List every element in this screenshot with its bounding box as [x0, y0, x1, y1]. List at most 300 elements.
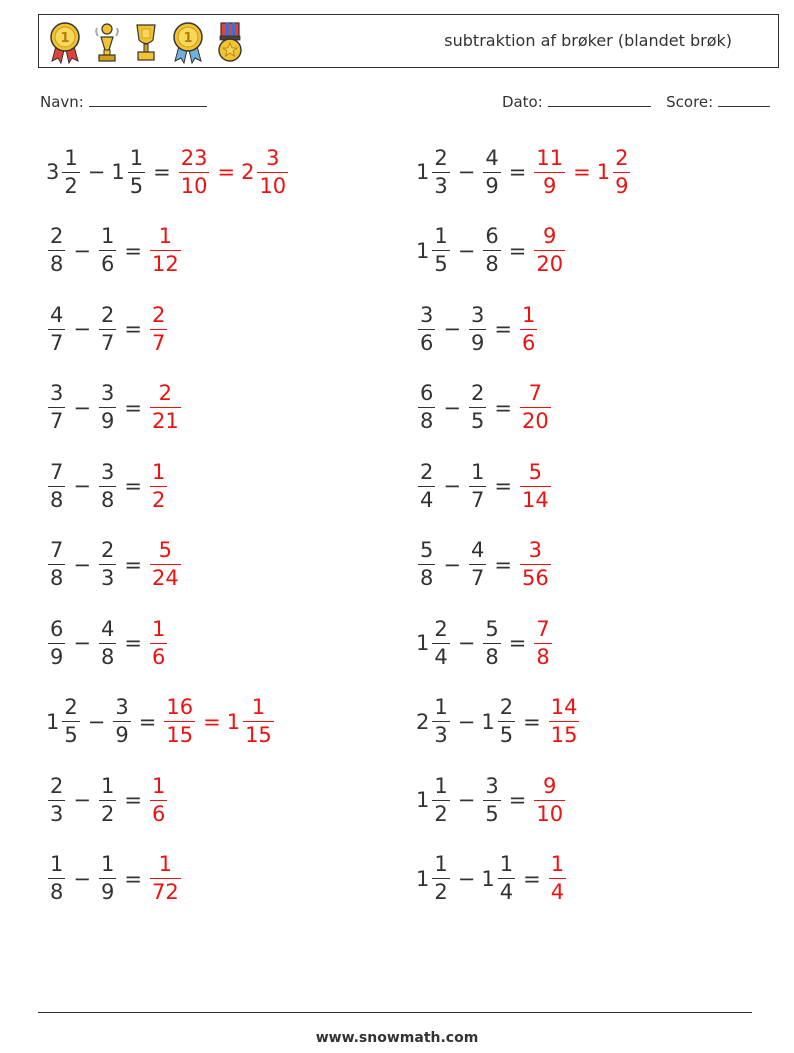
fraction [469, 540, 486, 589]
fraction [48, 540, 65, 589]
fraction [534, 145, 565, 198]
equals-sign: = [508, 788, 527, 812]
subtrahend [467, 540, 488, 589]
problem-3 [46, 219, 183, 283]
answer-fraction [518, 302, 539, 355]
whole-number: 2 [241, 160, 255, 184]
fraction [150, 226, 181, 275]
fraction [418, 302, 435, 355]
minus-sign: − [73, 317, 91, 341]
equals-sign: = [124, 238, 142, 263]
denominator: 8 [420, 566, 434, 590]
numerator: 1 [100, 852, 115, 876]
fraction [469, 302, 486, 355]
fraction [549, 697, 580, 746]
fraction [520, 383, 551, 432]
answer [148, 226, 183, 275]
fraction [549, 854, 566, 903]
denominator: 56 [521, 566, 549, 590]
denominator: 8 [100, 487, 115, 512]
numerator: 1 [434, 773, 448, 798]
numerator: 1 [434, 224, 448, 248]
numerator: 2 [615, 145, 629, 170]
minuend [46, 226, 67, 275]
numerator: 1 [521, 302, 536, 327]
answer [532, 145, 632, 198]
answer-fraction [148, 459, 169, 512]
denominator: 7 [100, 330, 115, 355]
equals-sign: = [494, 552, 512, 577]
subtrahend [481, 697, 517, 746]
answer [518, 459, 553, 512]
problem-11 [46, 533, 183, 597]
minuend [46, 459, 67, 512]
denominator: 9 [115, 723, 129, 747]
answer [532, 616, 553, 669]
fraction [150, 616, 167, 669]
denominator: 9 [485, 173, 499, 198]
whole-number: 1 [416, 866, 430, 891]
whole-number: 1 [226, 709, 241, 734]
minuend [46, 540, 67, 589]
denominator: 8 [50, 880, 64, 904]
problem-5 [46, 297, 169, 361]
denominator: 12 [151, 252, 179, 276]
denominator: 3 [434, 173, 448, 198]
minus-sign: − [73, 788, 91, 812]
problem-6 [416, 297, 539, 361]
numerator: 9 [543, 224, 557, 248]
denominator: 9 [615, 173, 629, 198]
answer [532, 226, 567, 275]
minuend [46, 773, 67, 826]
equals-sign: = [153, 160, 171, 184]
fraction [498, 697, 515, 746]
whole-number: 1 [416, 631, 430, 655]
equals-sign: = [203, 709, 221, 734]
answer-mixed [227, 697, 276, 746]
denominator: 7 [470, 566, 485, 590]
minus-sign: − [73, 474, 91, 498]
denominator: 9 [534, 172, 565, 197]
answer [162, 697, 275, 746]
fraction [48, 302, 65, 355]
numerator: 2 [100, 538, 115, 562]
answer [518, 302, 539, 355]
problem-13 [46, 611, 169, 675]
numerator: 3 [420, 302, 434, 327]
answer [547, 854, 568, 903]
problem-17 [46, 768, 169, 832]
fraction [99, 540, 116, 589]
numerator: 1 [550, 852, 565, 876]
numerator: 1 [64, 145, 78, 170]
minus-sign: − [73, 866, 91, 891]
denominator: 3 [100, 566, 115, 590]
denominator: 6 [100, 252, 115, 276]
numerator: 2 [420, 459, 434, 484]
minus-sign: − [87, 709, 106, 734]
numerator: 3 [485, 773, 499, 798]
denominator: 20 [536, 252, 564, 276]
fraction [150, 383, 181, 432]
minus-sign: − [443, 552, 461, 577]
denominator: 5 [499, 723, 514, 747]
subtrahend [481, 226, 502, 275]
denominator: 5 [485, 801, 499, 826]
denominator: 9 [470, 330, 485, 355]
answer-fraction [162, 697, 197, 746]
fraction [150, 302, 167, 355]
answer-fraction [148, 773, 169, 826]
numerator: 1 [100, 773, 115, 798]
minuend [46, 302, 67, 355]
answer-fraction [547, 854, 568, 903]
denominator: 7 [50, 409, 64, 433]
problem-8 [416, 376, 553, 440]
fraction [534, 616, 551, 669]
denominator: 5 [434, 252, 448, 276]
problem-2 [416, 140, 632, 204]
subtrahend [97, 459, 118, 512]
minuend [46, 697, 82, 746]
numerator: 2 [499, 695, 514, 719]
numerator: 1 [158, 852, 173, 876]
numerator: 3 [100, 459, 115, 484]
minuend [416, 226, 452, 275]
fraction [469, 383, 486, 432]
denominator: 5 [129, 173, 144, 198]
numerator: 2 [50, 224, 64, 248]
fraction [99, 302, 116, 355]
denominator: 2 [151, 487, 166, 512]
minuend [416, 145, 452, 198]
minus-sign: − [73, 238, 91, 263]
answer-fraction [148, 302, 169, 355]
equals-sign: = [494, 474, 512, 498]
numerator: 3 [115, 695, 129, 719]
score-label: Score: [666, 93, 714, 111]
problem-19 [46, 847, 183, 911]
denominator: 3 [50, 801, 64, 826]
answer-fraction [148, 854, 183, 903]
minus-sign: − [443, 317, 461, 341]
subtrahend [111, 145, 147, 198]
numerator: 2 [50, 773, 64, 798]
equals-sign: = [508, 238, 527, 263]
problem-7 [46, 376, 183, 440]
minuend [416, 697, 452, 746]
footer-url[interactable]: www.snowmath.com [315, 1030, 479, 1046]
fraction [418, 540, 435, 589]
subtrahend [97, 773, 118, 826]
denominator: 4 [550, 880, 565, 904]
numerator: 1 [434, 852, 448, 876]
denominator: 4 [434, 644, 448, 669]
denominator: 6 [420, 330, 434, 355]
subtrahend [97, 383, 118, 432]
equals-sign: = [508, 160, 527, 184]
fraction [48, 459, 65, 512]
denominator: 8 [485, 252, 499, 276]
fraction [150, 459, 167, 512]
fraction [99, 616, 116, 669]
numerator: 6 [420, 381, 434, 405]
denominator: 8 [485, 644, 499, 669]
numerator: 3 [470, 302, 485, 327]
subtrahend [97, 302, 118, 355]
numerator: 2 [434, 616, 448, 641]
denominator: 2 [64, 173, 78, 198]
denominator: 14 [521, 487, 549, 512]
problem-4 [416, 219, 567, 283]
equals-sign: = [523, 866, 541, 891]
whole-number: 1 [46, 709, 60, 734]
fraction [483, 773, 500, 826]
fraction [432, 226, 449, 275]
fraction [257, 145, 288, 198]
numerator: 1 [50, 852, 64, 876]
numerator: 6 [50, 616, 64, 641]
minus-sign: − [443, 474, 461, 498]
equals-sign: = [124, 395, 142, 420]
denominator: 8 [536, 644, 550, 669]
minuend [416, 540, 437, 589]
subtrahend [97, 540, 118, 589]
answer-fraction [532, 616, 553, 669]
numerator: 5 [528, 459, 543, 484]
numerator: 1 [499, 852, 514, 876]
fraction [520, 302, 537, 355]
fraction [520, 540, 551, 589]
minus-sign: − [457, 160, 476, 184]
denominator: 15 [166, 723, 194, 747]
minuend [46, 854, 67, 903]
whole-number: 1 [416, 160, 430, 184]
fraction [48, 616, 65, 669]
problem-12 [416, 533, 553, 597]
minuend [416, 616, 452, 669]
answer-fraction [518, 459, 553, 512]
denominator: 6 [521, 330, 536, 355]
answer-fraction [547, 697, 582, 746]
fraction [99, 383, 116, 432]
minuend [416, 383, 437, 432]
numerator: 7 [50, 538, 64, 562]
fraction [432, 697, 449, 746]
minuend [46, 145, 82, 198]
subtrahend [481, 854, 517, 903]
fraction [150, 773, 167, 826]
answer-fraction [532, 145, 567, 198]
fraction [128, 145, 145, 198]
numerator: 4 [100, 616, 115, 641]
denominator: 9 [100, 880, 115, 904]
answer [547, 697, 582, 746]
numerator: 3 [266, 145, 280, 170]
fraction [498, 854, 515, 903]
answer [518, 383, 553, 432]
subtrahend [467, 459, 488, 512]
denominator: 7 [470, 487, 485, 512]
minuend [416, 773, 452, 826]
fraction [48, 383, 65, 432]
numerator: 2 [434, 145, 448, 170]
answer-fraction [148, 383, 183, 432]
minus-sign: − [457, 866, 476, 891]
numerator: 4 [50, 302, 64, 327]
denominator: 3 [434, 723, 448, 747]
equals-sign: = [494, 317, 512, 341]
answer-fraction [148, 226, 183, 275]
denominator: 10 [536, 801, 564, 826]
fraction [613, 145, 630, 198]
problem-14 [416, 611, 554, 675]
denominator: 9 [50, 644, 64, 669]
svg-text:1: 1 [60, 31, 70, 46]
answer [148, 773, 169, 826]
subtrahend [97, 616, 118, 669]
minus-sign: − [457, 238, 476, 263]
minus-sign: − [73, 395, 91, 420]
numerator: 1 [151, 773, 166, 798]
denominator: 7 [50, 330, 64, 355]
whole-number: 1 [111, 160, 125, 184]
subtrahend [97, 226, 118, 275]
fraction [432, 145, 449, 198]
problem-15 [46, 690, 276, 754]
numerator: 2 [158, 381, 173, 405]
subtrahend [97, 854, 118, 903]
fraction [520, 459, 551, 512]
denominator: 2 [434, 801, 448, 826]
numerator: 2 [64, 695, 78, 719]
problem-20 [416, 847, 568, 911]
fraction [164, 697, 195, 746]
fraction [534, 226, 565, 275]
whole-number: 1 [416, 788, 430, 812]
numerator: 23 [180, 145, 208, 170]
numerator: 7 [536, 616, 550, 641]
equals-sign: = [138, 709, 157, 734]
fraction [48, 773, 65, 826]
worksheet-title: subtraktion af brøker (blandet brøk) [444, 31, 732, 50]
numerator: 1 [129, 145, 144, 170]
numerator: 7 [528, 381, 543, 405]
numerator: 11 [536, 145, 564, 170]
whole-number: 3 [46, 160, 60, 184]
fraction [483, 226, 500, 275]
minuend [46, 616, 67, 669]
answer [532, 773, 567, 826]
minuend [46, 383, 67, 432]
minus-sign: − [457, 788, 476, 812]
fraction [432, 773, 449, 826]
numerator: 14 [550, 695, 578, 719]
equals-sign: = [494, 395, 512, 420]
answer-fraction [532, 773, 567, 826]
subtrahend [481, 773, 502, 826]
denominator: 8 [50, 252, 64, 276]
minus-sign: − [73, 552, 91, 577]
minus-sign: − [457, 631, 476, 655]
denominator: 20 [521, 409, 549, 433]
numerator: 1 [158, 224, 173, 248]
numerator: 1 [251, 695, 266, 719]
date-label: Dato: [501, 93, 543, 111]
fraction [99, 854, 116, 903]
subtrahend [467, 302, 488, 355]
problem-9 [46, 454, 169, 518]
numerator: 3 [100, 381, 115, 405]
numerator: 2 [100, 302, 115, 327]
equals-sign: = [508, 631, 527, 655]
minus-sign: − [443, 395, 461, 420]
answer [148, 459, 169, 512]
denominator: 5 [64, 723, 78, 747]
numerator: 3 [50, 381, 64, 405]
fraction [62, 697, 79, 746]
numerator: 5 [158, 538, 173, 562]
denominator: 2 [100, 801, 115, 826]
subtrahend [111, 697, 132, 746]
problem-10 [416, 454, 553, 518]
denominator: 8 [420, 409, 434, 433]
numerator: 6 [485, 224, 499, 248]
fraction [432, 616, 449, 669]
fraction [418, 383, 435, 432]
fraction [99, 773, 116, 826]
fraction [150, 540, 181, 589]
fraction [48, 854, 65, 903]
fraction [534, 773, 565, 826]
denominator: 10 [180, 173, 208, 198]
minus-sign: − [457, 709, 476, 734]
whole-number: 1 [481, 709, 495, 734]
subtrahend [481, 616, 502, 669]
fraction [99, 459, 116, 512]
denominator: 2 [434, 880, 448, 904]
answer [148, 302, 169, 355]
fraction [483, 145, 500, 198]
equals-sign: = [124, 552, 142, 577]
footer-divider [38, 1012, 752, 1013]
minus-sign: − [73, 631, 91, 655]
fraction [48, 226, 65, 275]
denominator: 7 [151, 330, 166, 355]
fraction [99, 226, 116, 275]
answer-fraction [518, 383, 553, 432]
equals-sign: = [124, 866, 142, 891]
answer [177, 145, 290, 198]
numerator: 1 [470, 459, 485, 484]
numerator: 2 [470, 381, 485, 405]
numerator: 7 [50, 459, 64, 484]
minuend [416, 854, 452, 903]
fraction [469, 459, 486, 512]
denominator: 4 [420, 487, 434, 512]
equals-sign: = [124, 317, 142, 341]
name-label: Navn: [40, 93, 84, 111]
denominator: 6 [151, 644, 166, 669]
answer-mixed [596, 145, 633, 198]
fraction [483, 616, 500, 669]
denominator: 4 [499, 880, 514, 904]
answer [518, 540, 553, 589]
fraction [418, 459, 435, 512]
denominator: 10 [259, 173, 287, 198]
numerator: 16 [166, 695, 194, 719]
